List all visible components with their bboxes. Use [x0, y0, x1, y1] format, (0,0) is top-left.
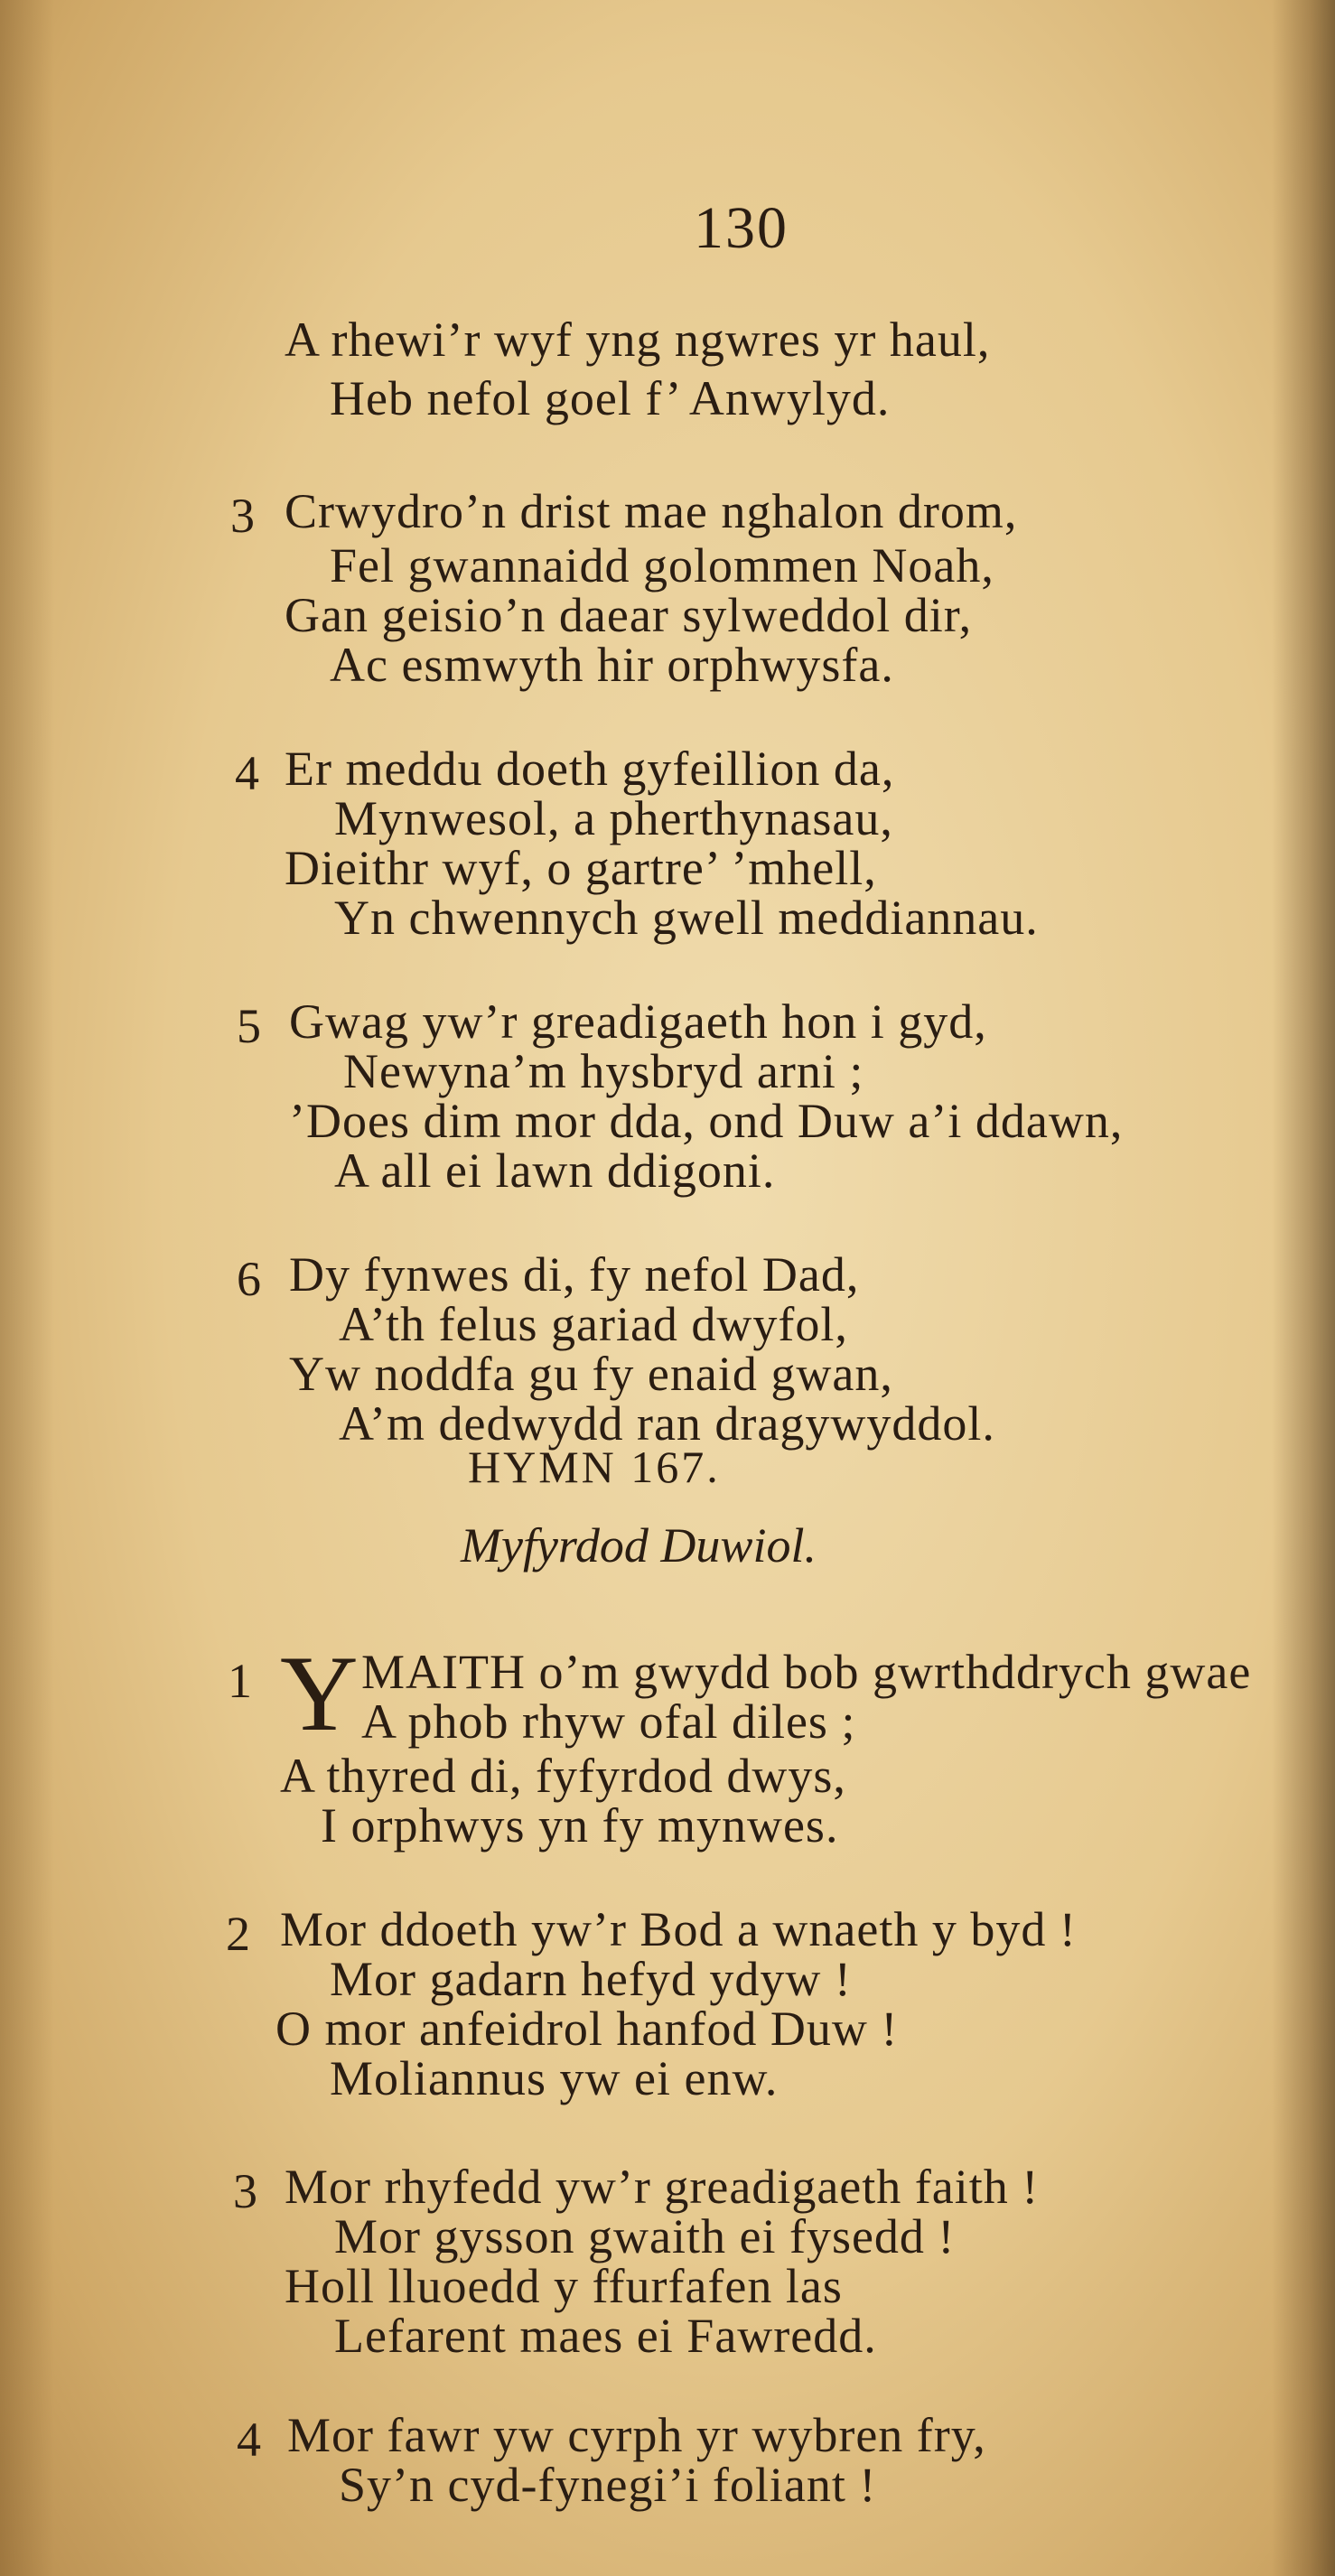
verse-line: Fel gwannaidd golommen Noah, [330, 538, 994, 593]
verse-line: A rhewi’r wyf yng ngwres yr haul, [285, 313, 991, 367]
verse-line: Mor gysson gwaith ei fysedd ! [334, 2209, 956, 2263]
verse-line: A’th felus gariad dwyfol, [339, 1297, 848, 1351]
verse-line: Dieithr wyf, o gartre’ ’mhell, [285, 841, 877, 895]
verse-line: MAITH o’m gwydd bob gwrthddrych gwae [361, 1645, 1252, 1699]
verse-line: Sy’n cyd-fynegi’i foliant ! [339, 2458, 877, 2512]
verse-number: 4 [237, 2413, 261, 2467]
verse-line: O mor anfeidrol hanfod Duw ! [275, 2002, 899, 2056]
verse-line: Newyna’m hysbryd arni ; [343, 1044, 864, 1098]
verse-line: ’Does dim mor dda, ond Duw a’i ddawn, [289, 1094, 1124, 1148]
verse-number: 6 [237, 1252, 261, 1306]
verse-line: Crwydro’n drist mae nghalon drom, [285, 484, 1018, 538]
page-shadow-right [1272, 0, 1335, 2576]
verse-line: Gwag yw’r greadigaeth hon i gyd, [289, 994, 987, 1049]
page-number: 130 [694, 195, 789, 261]
verse-line: A phob rhyw ofal diles ; [361, 1694, 856, 1749]
verse-number: 1 [228, 1654, 252, 1708]
verse-line: A’m dedwydd ran dragywyddol. [339, 1396, 995, 1451]
verse-number: 2 [226, 1907, 250, 1961]
hymn-subtitle: Myfyrdod Duwiol. [461, 1518, 817, 1573]
verse-line: A all ei lawn ddigoni. [334, 1143, 776, 1198]
verse-line: Mynwesol, a pherthynasau, [334, 791, 893, 845]
verse-line: Mor gadarn hefyd ydyw ! [330, 1952, 852, 2006]
verse-line: Mor ddoeth yw’r Bod a wnaeth y byd ! [280, 1902, 1077, 1956]
verse-line: Lefarent maes ei Fawredd. [334, 2309, 877, 2363]
verse-line: A thyred di, fyfyrdod dwys, [280, 1749, 846, 1803]
verse-line: Heb nefol goel f’ Anwylyd. [330, 371, 891, 425]
drop-cap: Y [280, 1633, 359, 1753]
hymn-heading: HYMN 167. [468, 1442, 721, 1492]
verse-line: Mor fawr yw cyrph yr wybren fry, [287, 2408, 986, 2462]
verse-line: Moliannus yw ei enw. [330, 2051, 779, 2105]
verse-line: Gan geisio’n daear sylweddol dir, [285, 588, 973, 642]
verse-line: Yw noddfa gu fy enaid gwan, [289, 1347, 893, 1401]
verse-number: 4 [235, 746, 259, 800]
verse-number: 5 [237, 999, 261, 1053]
verse-line: I orphwys yn fy mynwes. [321, 1798, 839, 1853]
verse-line: Yn chwennych gwell meddiannau. [334, 891, 1039, 945]
verse-line: Ac esmwyth hir orphwysfa. [330, 638, 894, 692]
verse-number: 3 [230, 489, 255, 543]
page-shadow-left [0, 0, 54, 2576]
verse-line: Mor rhyfedd yw’r greadigaeth faith ! [285, 2160, 1040, 2214]
verse-line: Er meddu doeth gyfeillion da, [285, 742, 895, 796]
verse-number: 3 [233, 2164, 257, 2218]
verse-line: Dy fynwes di, fy nefol Dad, [289, 1247, 860, 1302]
verse-line: Holl lluoedd y ffurfafen las [285, 2259, 843, 2313]
